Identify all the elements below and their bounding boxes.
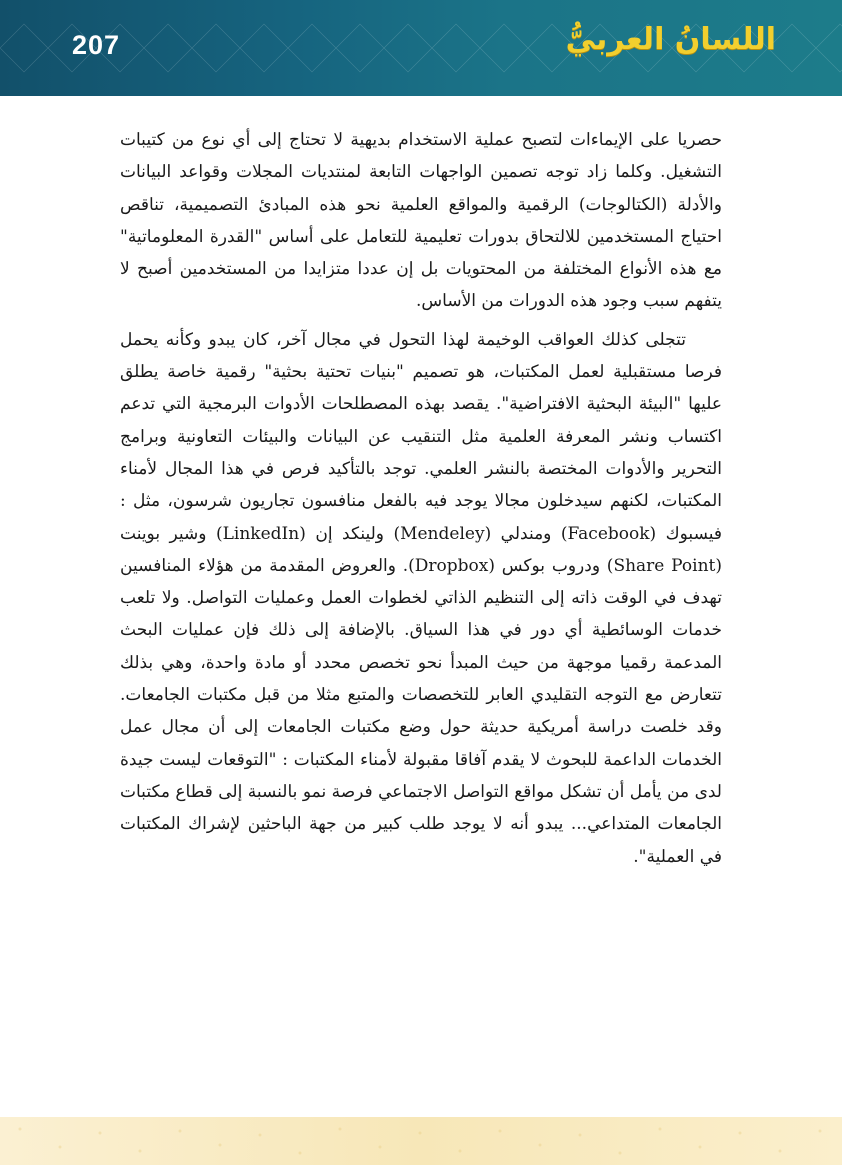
footer-band (0, 1117, 842, 1165)
page-number: 207 (72, 30, 121, 60)
journal-logo: اللسانُ العربيُّ (565, 22, 776, 57)
paragraph-1: حصريا على الإيماءات لتصبح عملية الاستخدام بديهية لا تحتاج إلى أي نوع من كتيبات التشغيل. وكلما زاد توجه تصمين الواجهات التابعة لمنتديات المجلات وقواعد البيانات والأدلة (الكتالوجات) الرقمية والمواقع العلمية نحو هذه المبادئ التصميمية، تناقص احتياج المستخدمين للالتحاق بدورات تعليمية للتعامل على أساس "القدرة المعلوماتية" مع هذه الأنواع المختلفة من المحتويات بل إن عددا متزايدا من المستخدمين أصبح لا يتفهم سبب وجود هذه الدورات من الأساس. (120, 130, 722, 312)
article-body (120, 124, 722, 873)
page-header (0, 0, 842, 96)
footer-pattern (0, 1117, 842, 1165)
paragraph-2: تتجلى كذلك العواقب الوخيمة لهذا التحول في مجال آخر، كان يبدو وكأنه يحمل فرصا مستقبلية لعمل المكتبات، هو تصميم "بنيات تحتية بحثية" رقمية خاصة يطلق عليها "البيئة البحثية الافتراضية". يقصد بهذه المصطلحات الأدوات البرمجية التي تدعم اكتساب ونشر المعرفة العلمية مثل التنقيب عن البيانات والبيئات التعاونية وبرامج التحرير والأدوات المختصة بالنشر العلمي. توجد بالتأكيد فرص في هذا المجال لأمناء المكتبات، لكنهم سيدخلون مجالا يوجد فيه بالفعل منافسون تجاريون شرسون، مثل : فيسبوك (Facebook) ومندلي (Mendeley) ولينكد إن (LinkedIn) وشير بوينت (Share Point) ودروب بوكس (Dropbox). والعروض المقدمة من هؤلاء المنافسين تهدف في الوقت ذاته إلى التنظيم الذاتي لخطوات العمل وعمليات التواصل. ولا تلعب خدمات الوسائطية أي دور في هذا السياق. بالإضافة إلى ذلك فإن عمليات البحث المدعمة رقميا موجهة من حيث المبدأ نحو تخصص محدد أو مادة واحدة، وهي بذلك تتعارض مع التوجه التقليدي العابر للتخصصات والمتبع مثلا من قبل مكتبات الجامعات. وقد خلصت دراسة أمريكية حديثة حول وضع مكتبات الجامعات إلى أن مجال عمل الخدمات الداعمة للبحوث لا يقدم آفاقا مقبولة لأمناء المكتبات : "التوقعات ليست جيدة لدى من يأمل أن تشكل مواقع التواصل الاجتماعي فرصة نمو بالنسبة إلى قطاع مكتبات الجامعات المتداعي... يبدو أنه لا يوجد طلب كبير من جهة الباحثين لإشراك المكتبات في العملية". (120, 329, 722, 867)
